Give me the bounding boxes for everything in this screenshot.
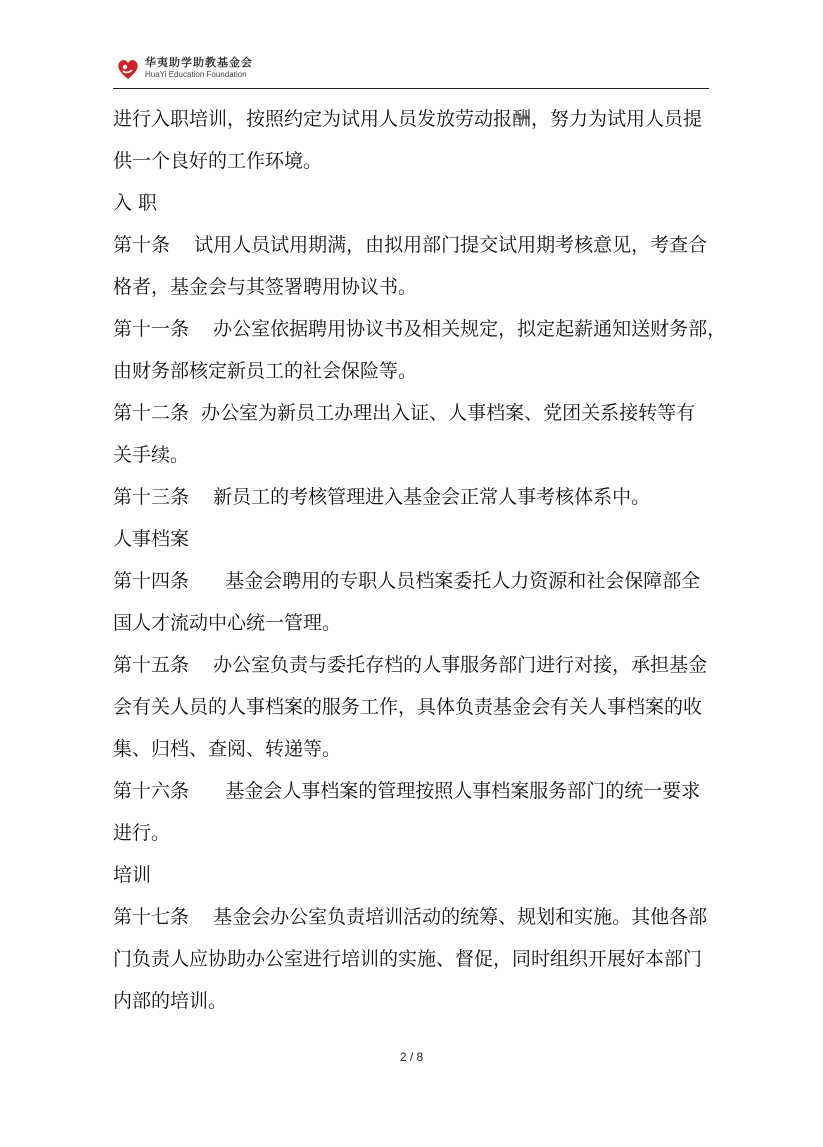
text-line: 供一个良好的工作环境。 (113, 150, 323, 172)
foundation-logo-icon (115, 56, 141, 82)
text-line: 格者，基金会与其签署聘用协议书。 (113, 276, 418, 298)
article-12: 第十二条 办公室为新员工办理出入证、人事档案、党团关系接转等有 (113, 402, 696, 424)
text-line: 进行入职培训，按照约定为试用人员发放劳动报酬，努力为试用人员提 (113, 108, 703, 130)
section-heading-onboarding: 入 职 (113, 192, 158, 214)
article-16: 第十六条 基金会人事档案的管理按照人事档案服务部门的统一要求 (113, 780, 701, 802)
page-header (113, 52, 709, 89)
text-line: 进行。 (113, 822, 171, 844)
article-14: 第十四条 基金会聘用的专职人员档案委托人力资源和社会保障部全 (113, 570, 701, 592)
organization-name (145, 56, 253, 80)
article-13: 第十三条 新员工的考核管理进入基金会正常人事考核体系中。 (113, 486, 651, 508)
text-line: 集、归档、查阅、转递等。 (113, 738, 342, 760)
article-17: 第十七条 基金会办公室负责培训活动的统筹、规划和实施。其他各部 (113, 906, 708, 928)
article-11: 第十一条 办公室依据聘用协议书及相关规定，拟定起薪通知送财务部， (113, 318, 727, 340)
text-line: 内部的培训。 (113, 990, 228, 1012)
document-body (113, 98, 727, 1022)
organization-name-cn: 华夷助学助教基金会 (145, 56, 253, 69)
text-line: 门负责人应协助办公室进行培训的实施、督促，同时组织开展好本部门 (113, 948, 703, 970)
organization-name-en: HuaYi Education Foundation (145, 70, 247, 79)
text-line: 关手续。 (113, 444, 190, 466)
text-line: 由财务部核定新员工的社会保险等。 (113, 360, 418, 382)
article-10: 第十条 试用人员试用期满，由拟用部门提交试用期考核意见，考查合 (113, 234, 708, 256)
text-line: 会有关人员的人事档案的服务工作，具体负责基金会有关人事档案的收 (113, 696, 703, 718)
section-heading-training: 培训 (113, 864, 152, 886)
section-heading-personnel-files: 人事档案 (113, 528, 190, 550)
article-15: 第十五条 办公室负责与委托存档的人事服务部门进行对接，承担基金 (113, 654, 708, 676)
page-number: 2 / 8 (399, 1050, 424, 1064)
text-line: 国人才流动中心统一管理。 (113, 612, 342, 634)
